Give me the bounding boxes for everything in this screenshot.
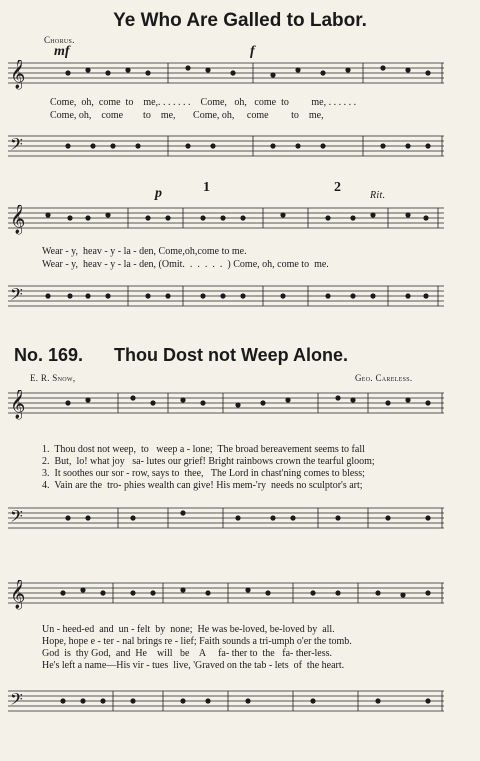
verse-line: 1. Thou dost not weep, to weep a - lone; The broad bereavement seems to fall — [42, 444, 365, 455]
verse-line: 4. Vain are the tro- phies wealth can give! His mem-'ry needs no sculptor's art; — [42, 480, 363, 491]
staff-bass-3 — [8, 505, 444, 531]
composer: Geo. Careless. — [355, 373, 413, 383]
verse-line: Un - heed-ed and un - felt by none; He was be-loved, be-loved by all. — [42, 624, 335, 635]
svg-text:𝄢: 𝄢 — [10, 136, 23, 158]
lyrics-line: Come, oh, come to me,. . . . . . . Come, oh, come to me, . . . . . . — [50, 97, 357, 108]
verse-line: God is thy God, and He will be A fa- ther to the fa- ther-less. — [42, 648, 333, 659]
first-ending: 1 — [203, 180, 211, 195]
hymn-title: Thou Dost not Weep Alone. — [114, 345, 348, 365]
svg-text:𝄢: 𝄢 — [10, 286, 23, 308]
staff-treble-2 — [8, 205, 444, 231]
staff-treble-4 — [8, 580, 444, 606]
dynamic-p: p — [155, 186, 162, 201]
ritardando: Rit. — [370, 190, 386, 201]
lyrics-line: Wear - y, heav - y - la - den, (Omit. . . . . . ) Come, oh, come to me. — [42, 259, 329, 270]
hymn-title: Ye Who Are Galled to Labor. — [113, 10, 367, 31]
author: E. R. Snow, — [30, 373, 76, 383]
dynamic-mf: mf — [54, 44, 70, 59]
staff-treble-3 — [8, 390, 444, 416]
lyrics-line: Come, oh, come to me, Come, oh, come to me, — [50, 110, 324, 121]
verse-line: Hope, hope e - ter - nal brings re - lief; Faith sounds a tri-umph o'er the tomb. — [42, 636, 352, 647]
verse-line: He's left a name—His vir - tues live, 'Graved on the tab - lets of the heart. — [42, 660, 345, 671]
verse-line: 3. It soothes our sor - row, says to thee, The Lord in chast'ning comes to bless; — [42, 468, 365, 479]
svg-text:𝄢: 𝄢 — [10, 691, 23, 713]
svg-text:𝄞: 𝄞 — [10, 205, 26, 233]
svg-text:𝄞: 𝄞 — [10, 580, 26, 608]
dynamic-f: f — [250, 44, 255, 59]
svg-text:𝄞: 𝄞 — [10, 390, 26, 418]
second-ending: 2 — [334, 180, 342, 195]
verse-line: 2. But, lo! what joy sa- lutes our grief! Bright rainbows crown the tearful gloom; — [42, 456, 375, 467]
chorus-label: Chorus. — [44, 35, 75, 45]
svg-text:𝄞: 𝄞 — [10, 60, 26, 88]
staff-bass-1 — [8, 133, 444, 159]
svg-text:𝄢: 𝄢 — [10, 508, 23, 530]
staff-bass-4 — [8, 688, 444, 714]
hymn-number: No. 169. — [14, 345, 84, 365]
staff-bass-2 — [8, 283, 444, 309]
lyrics-line: Wear - y, heav - y - la - den, Come,oh,come to me. — [42, 246, 247, 257]
staff-treble-1 — [8, 60, 444, 86]
